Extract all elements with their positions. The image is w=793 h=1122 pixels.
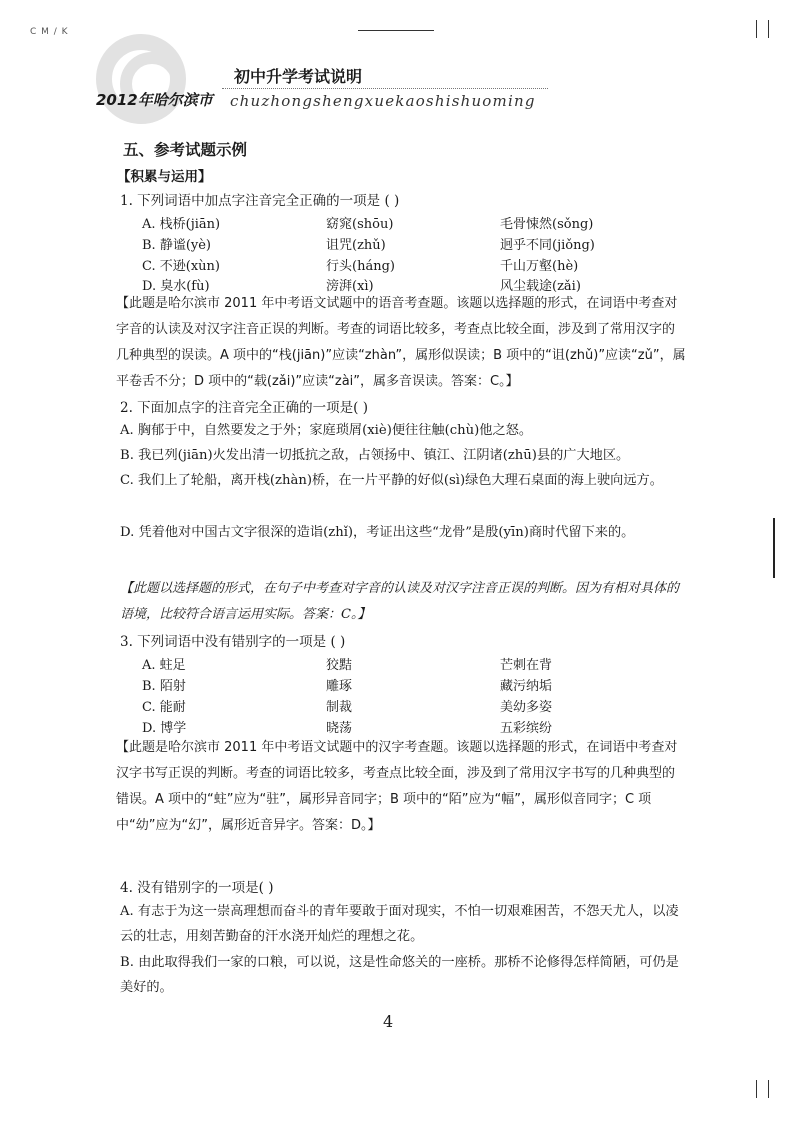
crop-mark-label: C M / K bbox=[30, 27, 69, 37]
q3-option-a2: 狡黠 bbox=[326, 658, 353, 673]
q3-option-b1: B. 陌射 bbox=[142, 679, 186, 694]
question-2-stem: 2. 下面加点字的注音完全正确的一项是( ) bbox=[120, 400, 368, 416]
q3-option-d2: 晓荡 bbox=[326, 721, 353, 736]
q3-option-d1: D. 博学 bbox=[142, 721, 187, 736]
question-3-explanation: 【此题是哈尔滨市 2011 年中考语文试题中的汉字考查题。该题以选择题的形式，在词语中考查对汉字书写正误的判断。考查的词语比较多，考查点比较全面，涉及到了常用汉字书写的几种典型的错误。A 项中的“蛀”应为“驻”，属形异音同字；B 项中的“陌”应为“幅”，属形似音同字；C 项中“幼”应为“幻”，属形近音异字。答案：D。】 bbox=[116, 740, 678, 833]
q1-option-d2: 滂湃(xì) bbox=[326, 279, 374, 294]
q1-option-c2: 行头(háng) bbox=[326, 259, 395, 274]
crop-tick bbox=[756, 20, 757, 38]
q1-option-a2: 窈窕(shōu) bbox=[326, 217, 394, 232]
question-1-explanation: 【此题是哈尔滨市 2011 年中考语文试题中的语音考查题。该题以选择题的形式，在词语中考查对字音的认读及对汉字注音正误的判断。考查的词语比较多，考查点比较全面，涉及到了常用汉字的几种典型的误读。A 项中的“栈(jiān)”应读“zhàn”，属形似误读；B 项中的“诅(zhǔ)”应读“zǔ”，属平卷舌不分；D 项中的“载(zǎi)”应读“zài”，属多音误读。答案：C。】 bbox=[116, 296, 686, 389]
top-center-rule bbox=[358, 30, 434, 31]
header-dotted-rule bbox=[222, 88, 548, 89]
q1-option-d1: D. 臭水(fù) bbox=[142, 279, 210, 294]
page-number: 4 bbox=[383, 1012, 394, 1031]
q3-option-b3: 藏污纳垢 bbox=[500, 679, 553, 694]
q2-option-b: B. 我已列(jiān)火发出清一切抵抗之敌，占领扬中、镇江、江阴诸(zhū)县的广大地区。 bbox=[120, 448, 630, 463]
subsection-title: 【积累与运用】 bbox=[117, 169, 212, 185]
crop-tick bbox=[768, 1080, 769, 1098]
q1-option-b2: 诅咒(zhǔ) bbox=[326, 238, 386, 253]
q1-option-c3: 千山万壑(hè) bbox=[500, 259, 579, 274]
header-title: 初中升学考试说明 bbox=[234, 67, 363, 86]
section-title: 五、参考试题示例 bbox=[123, 141, 248, 159]
q1-option-b1: B. 静谧(yè) bbox=[142, 238, 211, 253]
crop-tick bbox=[768, 20, 769, 38]
q3-option-d3: 五彩缤纷 bbox=[500, 721, 553, 736]
q4-option-b: B. 由此取得我们一家的口粮，可以说，这是性命悠关的一座桥。那桥不论修得怎样简陋，可仍是美好的。 bbox=[120, 955, 679, 995]
question-3-stem: 3. 下列词语中没有错别字的一项是 ( ) bbox=[120, 634, 346, 650]
q2-option-c: C. 我们上了轮船，离开栈(zhàn)桥，在一片平静的好似(sì)绿色大理石桌面的海上驶向远方。 bbox=[120, 473, 663, 488]
q1-option-a3: 毛骨悚然(sǒng) bbox=[500, 217, 594, 232]
q2-option-d: D. 凭着他对中国古文字很深的造诣(zhǐ)，考证出这些“龙骨”是殷(yīn)商时代留下来的。 bbox=[120, 525, 635, 540]
q3-option-b2: 雕琢 bbox=[326, 679, 353, 694]
q3-option-c1: C. 能耐 bbox=[142, 700, 186, 715]
q4-option-a: A. 有志于为这一崇高理想而奋斗的青年要敢于面对现实，不怕一切艰难困苦，不怨天尤人，以凌云的壮志，用刻苦勤奋的汗水浇开灿烂的理想之花。 bbox=[120, 904, 679, 944]
question-1-stem: 1. 下列词语中加点字注音完全正确的一项是 ( ) bbox=[120, 193, 400, 209]
margin-bar bbox=[773, 518, 775, 578]
q1-option-d3: 风尘载途(zǎi) bbox=[500, 279, 581, 294]
q3-option-c2: 制裁 bbox=[326, 700, 353, 715]
question-4-stem: 4. 没有错别字的一项是( ) bbox=[120, 880, 274, 896]
q3-option-a3: 芒刺在背 bbox=[500, 658, 553, 673]
header-pinyin: chuzhongshengxuekaoshishuoming bbox=[230, 92, 536, 110]
q3-option-a1: A. 蛀足 bbox=[142, 658, 186, 673]
q2-option-a: A. 胸郁于中，自然要发之于外；家庭琐屑(xiè)便往往触(chù)他之怒。 bbox=[120, 423, 533, 438]
question-2-explanation: 【此题以选择题的形式，在句子中考查对字音的认读及对汉字注音正误的判断。因为有相对具体的语境，比较符合语言运用实际。答案：C。】 bbox=[120, 581, 680, 622]
q1-option-a1: A. 栈桥(jiān) bbox=[142, 217, 221, 232]
header-city: 2012年哈尔滨市 bbox=[96, 91, 213, 109]
q3-option-c3: 美幼多姿 bbox=[500, 700, 553, 715]
crop-tick bbox=[756, 1080, 757, 1098]
q1-option-c1: C. 不逊(xùn) bbox=[142, 259, 220, 274]
q1-option-b3: 迥乎不同(jiǒng) bbox=[500, 238, 595, 253]
